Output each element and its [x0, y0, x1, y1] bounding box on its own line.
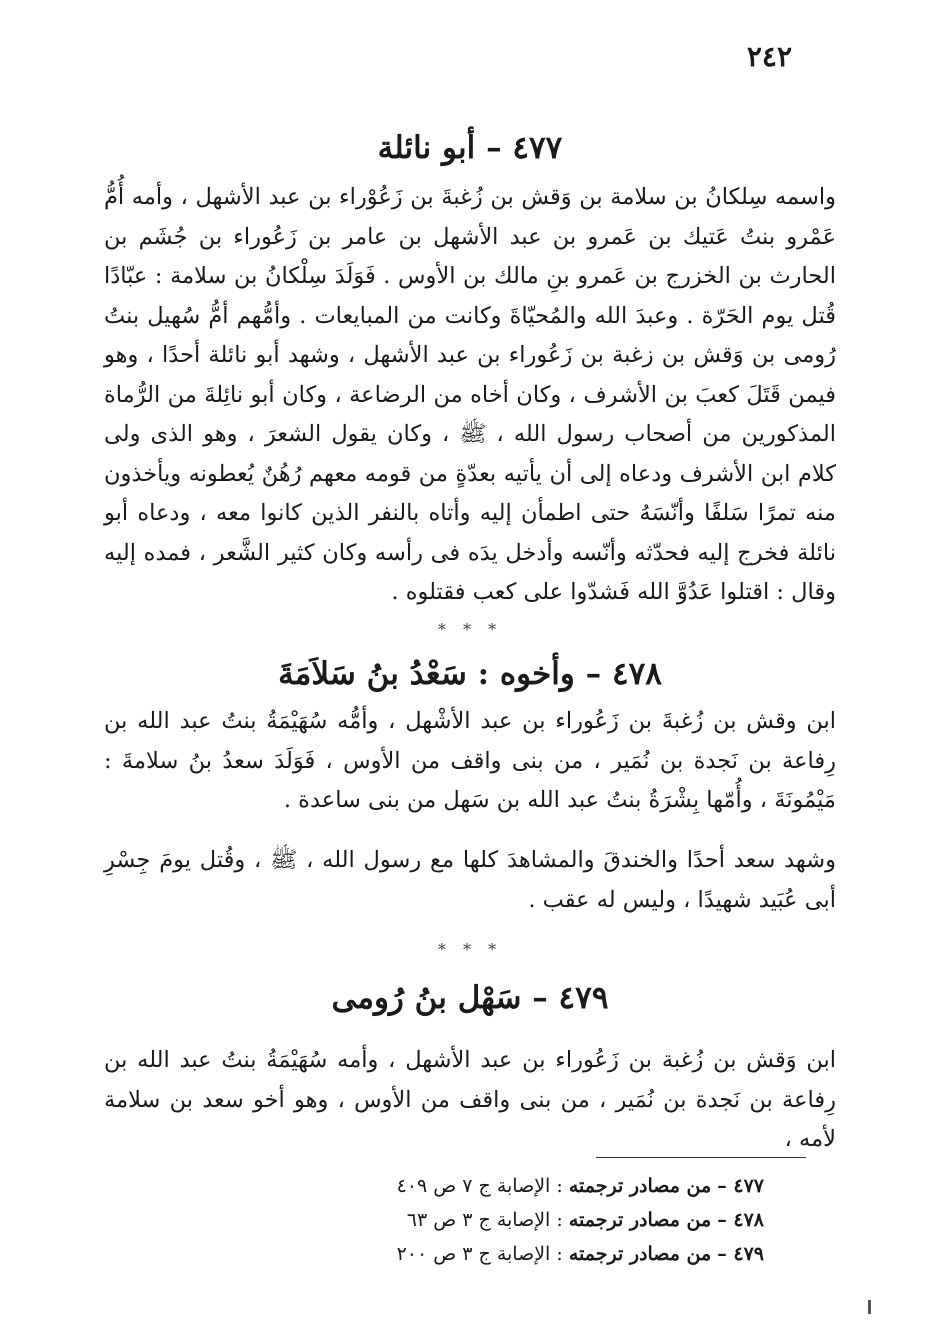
footnote-label: من مصادر ترجمته: [568, 1175, 712, 1197]
section-separator: * * *: [437, 620, 503, 639]
footnote-479: [397, 1240, 764, 1268]
entry-heading-479: ٤٧٩ – سَهْل بنُ رُومى: [331, 980, 609, 1016]
entry-paragraph-478-a: ابن وقش بن زُغبةَ بن زَعُوراء بن عبد الأشْهل ، وأمُّه سُهَيْمَةُ بنتُ عبد الله بن رِفاعة بن نَجدة بن نُمَير ، من بنى واقف من الأوس ، فَوَلَدَ سعدُ بنُ سلامةَ : مَيْمُونَةَ ، وأُمّها بِشْرَةُ بنتُ عبد الله بن سَهل من بنى ساعدة .: [104, 708, 836, 813]
footnote-text: : الإصابة ج ٣ ص ٢٠٠: [396, 1243, 563, 1265]
entry-paragraph-477: واسمه سِلكانُ بن سلامة بن وَقش بن زُغبةَ بن زَعُوْراء بن عبد الأشهل ، وأمه أُمُّ عَمْرو بنتُ عَتيك بن عَمرو بن عبد الأشهل بن عامر بن زَعُوراء بن جُشَم بن الحارث بن الخزرج بن عَمرو بنِ مالك بن الأوس . فَوَلَدَ سِلْكانُ بن سلامة : عبّادًا قُتل يوم الحَرّة . وعبدَ الله والمُحيّاةَ وكانت من المبايعات . وأمُّهم أمُّ سُهيل بنتُ رُومى بن وَقش بن زغبة بن زَعُوراء بن عبد الأشهل ، وشهد أبو نائلة أحدًا ، وهو فيمن قَتَلَ كعبَ بن الأشرف ، وكان أخاه من الرضاعة ، وكان أبو نائِلةَ من الرُّماة المذكورين من أصحاب رسول الله ، ﷺ ، وكان يقول الشعرَ ، وهو الذى ولى كلام ابن الأشرف ودعاه إلى أن يأتيه بعدّةٍ من قومه معهم رُهُنٌ يُعطونه ويأخذون منه تمرًا سَلفًا وأنّسَهُ حتى اطمأن إليه وأتاه بالنفر الذين كانوا معه ، ودعاه أبو نائلة فخرج إليه فحدّثه وأنّسه وأدخل يدَه فى رأسه وكان كثير الشَّعر ، فمده إليه وقال : اقتلوا عَدُوَّ الله فَشدّوا على كعب فقتلوه .: [104, 184, 836, 605]
footnote-number: ٤٧٧ –: [717, 1175, 764, 1197]
section-separator: * * *: [437, 940, 503, 959]
footnote-number: ٤٧٨ –: [717, 1209, 764, 1231]
page-number: ٢٤٢: [746, 40, 792, 73]
scan-artifact: [868, 1300, 871, 1314]
footnote-label: من مصادر ترجمته: [568, 1243, 712, 1265]
footnote-number: ٤٧٩ –: [717, 1243, 764, 1265]
entry-paragraph-479: ابن وَقش بن زُغبة بن زَعُوراء بن عبد الأشهل ، وأمه سُهَيْمَةُ بنتُ عبد الله بن رِفاعة بن نَجدة بن نُمَير ، من بنى واقف من الأوس ، وهو أخو سعد بن سلامة لأمه ،: [104, 1047, 836, 1152]
footnote-477: [397, 1172, 764, 1200]
footnote-478: [407, 1206, 764, 1234]
footnote-rule: [596, 1157, 806, 1158]
footnote-label: من مصادر ترجمته: [568, 1209, 712, 1231]
footnote-text: : الإصابة ج ٧ ص ٤٠٩: [396, 1175, 563, 1197]
footnote-text: : الإصابة ج ٣ ص ٦٣: [406, 1209, 563, 1231]
entry-heading-478: ٤٧٨ – وأخوه : سَعْدُ بنُ سَلاَمَةَ: [278, 656, 662, 692]
entry-heading-477: ٤٧٧ – أبو نائلة: [377, 130, 563, 166]
entry-paragraph-478-b: وشهد سعد أحدًا والخندقَ والمشاهدَ كلها مع رسول الله ، ﷺ ، وقُتل يومَ جِسْرِ أبى عُبَيد شهيدًا ، وليس له عقب .: [104, 847, 836, 913]
